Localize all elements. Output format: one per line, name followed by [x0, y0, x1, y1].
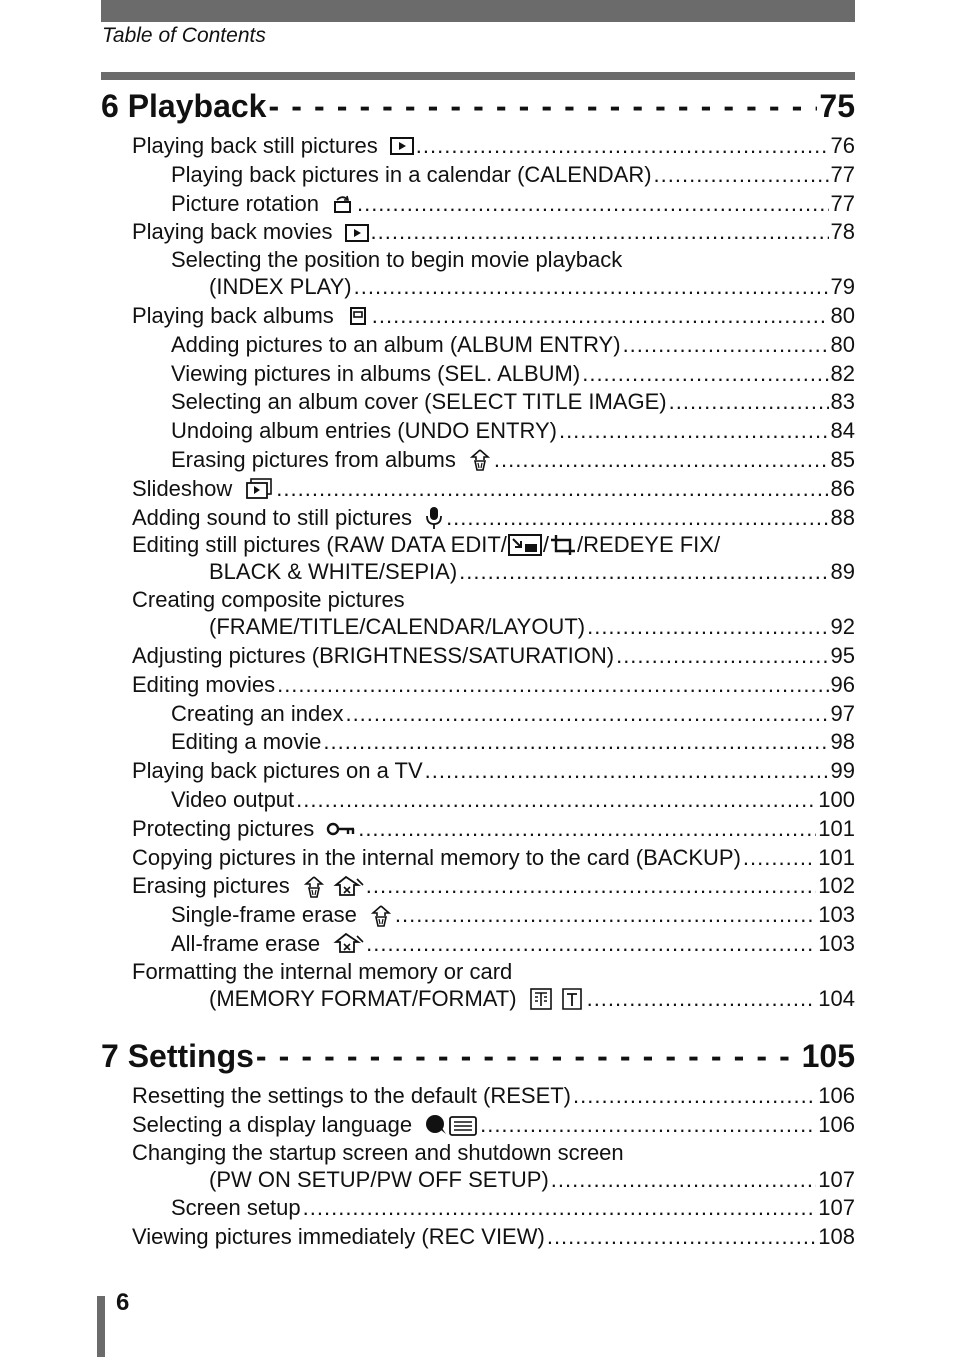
- toc-entry[interactable]: [101, 331, 855, 360]
- toc-entry[interactable]: [101, 1194, 855, 1223]
- entry-text: [209, 613, 585, 642]
- dot-leader: [654, 161, 829, 190]
- toc-entry[interactable]: [101, 1082, 855, 1111]
- entry-page: 100: [818, 786, 855, 812]
- dot-leader: [669, 388, 829, 417]
- raw-edit-icon: [508, 534, 542, 556]
- entry-page: 76: [830, 133, 855, 158]
- entry-text: [132, 844, 741, 873]
- dash-leader: [268, 88, 817, 125]
- dot-leader: [323, 728, 828, 757]
- dot-leader: [425, 757, 829, 786]
- toc-entry[interactable]: [101, 700, 855, 729]
- entry-page: 84: [830, 418, 855, 444]
- entry-label: Adjusting pictures (BRIGHTNESS/SATURATION): [132, 642, 615, 668]
- rotate-icon: [331, 194, 355, 214]
- dot-leader: [551, 1166, 817, 1195]
- entry-text: [132, 1140, 624, 1166]
- entry-text: [132, 1111, 478, 1140]
- toc-entry[interactable]: [101, 642, 855, 671]
- entry-label: Undoing album entries (UNDO ENTRY): [171, 418, 557, 444]
- toc-entry[interactable]: [101, 930, 855, 959]
- entry-text: [132, 475, 274, 504]
- entry-label: (FRAME/TITLE/CALENDAR/LAYOUT): [209, 614, 586, 640]
- toc-entry[interactable]: [101, 959, 855, 985]
- dash-leader: [256, 1038, 800, 1075]
- entry-label: Picture rotation: [171, 190, 319, 216]
- entry-label: Playing back pictures on a TV: [132, 758, 423, 784]
- dot-leader: [371, 218, 829, 247]
- dot-leader: [303, 1194, 817, 1223]
- entry-text: [132, 218, 369, 247]
- entry-text: [132, 1082, 571, 1111]
- entry-page: 96: [830, 671, 855, 697]
- toc-entry[interactable]: [101, 587, 855, 613]
- section-title: 7 Settings: [101, 1038, 254, 1074]
- dot-leader: [623, 331, 829, 360]
- entry-text: [171, 1194, 301, 1223]
- entry-label: Playing back movies: [132, 219, 333, 245]
- entry-label: Selecting the position to begin movie playback: [171, 247, 623, 273]
- entry-label: Protecting pictures: [132, 815, 315, 841]
- running-header: Table of Contents: [102, 24, 266, 47]
- erase-icon: [468, 448, 492, 472]
- entry-page: 103: [818, 902, 855, 928]
- toc-entry[interactable]: [101, 360, 855, 389]
- section-page: 105: [801, 1038, 855, 1074]
- section-heading[interactable]: [101, 88, 855, 128]
- entry-label: Screen setup: [171, 1195, 301, 1221]
- dot-leader: [480, 1111, 816, 1140]
- entry-page: 92: [830, 614, 855, 640]
- play-icon: [345, 223, 369, 243]
- page-number: 6: [116, 1289, 130, 1316]
- entry-text: [171, 728, 321, 757]
- entry-label: Copying pictures in the internal memory to the card (BACKUP): [132, 844, 741, 870]
- entry-text: [171, 331, 621, 360]
- dot-leader: [743, 844, 816, 873]
- toc-entry[interactable]: [101, 218, 855, 247]
- entry-label: Single-frame erase: [171, 902, 357, 928]
- entry-text: [132, 872, 364, 901]
- entry-text: [171, 700, 343, 729]
- erase-icon: [369, 904, 393, 928]
- entry-text: [209, 1166, 549, 1195]
- entry-text: [171, 247, 622, 273]
- entry-label-cont: /REDEYE FIX/: [577, 532, 721, 558]
- entry-text: [132, 671, 275, 700]
- dot-leader: [276, 475, 828, 504]
- toc-entry[interactable]: [101, 161, 855, 190]
- dot-leader: [494, 446, 829, 475]
- entry-list: [101, 1082, 855, 1252]
- entry-label: Adding pictures to an album (ALBUM ENTRY): [171, 331, 621, 357]
- entry-page: 103: [818, 930, 855, 956]
- toc-entry[interactable]: [101, 1140, 855, 1166]
- dot-leader: [587, 613, 828, 642]
- entry-text: [171, 930, 364, 959]
- toc-entry[interactable]: [101, 757, 855, 786]
- footer-bar: [97, 1296, 105, 1357]
- section-heading[interactable]: [101, 1038, 855, 1078]
- entry-page: 80: [830, 331, 855, 357]
- entry-label: Resetting the settings to the default (RESET): [132, 1083, 572, 1108]
- toc-entry[interactable]: [101, 1111, 855, 1140]
- entry-text: [132, 959, 512, 985]
- section-page: 75: [819, 88, 855, 124]
- toc-entry[interactable]: [101, 671, 855, 700]
- entry-page: 108: [818, 1224, 855, 1250]
- dot-leader: [354, 273, 829, 302]
- format-icon: [529, 987, 585, 1011]
- entry-page: 102: [818, 873, 855, 899]
- entry-text: [209, 558, 457, 587]
- toc-entry[interactable]: [101, 475, 855, 504]
- entry-text: [132, 132, 414, 161]
- entry-page: 83: [830, 389, 855, 415]
- entry-text: [132, 815, 356, 844]
- entry-label: Slideshow: [132, 475, 233, 501]
- entry-page: 95: [830, 642, 855, 668]
- entry-page: 78: [830, 219, 855, 245]
- entry-label: (PW ON SETUP/PW OFF SETUP): [209, 1166, 549, 1192]
- entry-text: [209, 273, 352, 302]
- entry-page: 104: [818, 985, 855, 1011]
- dot-leader: [616, 642, 828, 671]
- dot-leader: [573, 1082, 816, 1111]
- toc-entry[interactable]: [101, 132, 855, 161]
- entry-label: Selecting an album cover (SELECT TITLE IMAGE): [171, 389, 667, 415]
- entry-text: [171, 446, 492, 475]
- toc-entry[interactable]: [101, 302, 855, 331]
- microphone-icon: [424, 506, 444, 530]
- section-playback: [101, 88, 855, 1014]
- entry-label: Video output: [171, 786, 295, 812]
- entry-page: 77: [830, 190, 855, 216]
- entry-page: 82: [830, 360, 855, 386]
- toc-entry[interactable]: [101, 504, 855, 533]
- entry-page: 80: [830, 302, 855, 328]
- entry-page: 77: [830, 161, 855, 187]
- entry-text: [171, 901, 393, 930]
- entry-list: [101, 132, 855, 1014]
- entry-label: Formatting the internal memory or card: [132, 958, 513, 984]
- toc-entry[interactable]: [101, 190, 855, 219]
- entry-label: Creating an index: [171, 700, 344, 726]
- entry-text: [171, 360, 580, 389]
- toc-entry[interactable]: [101, 786, 855, 815]
- dot-leader: [459, 558, 828, 587]
- entry-page: 107: [818, 1195, 855, 1221]
- toc-entry[interactable]: [101, 613, 855, 642]
- entry-text: [132, 587, 405, 613]
- entry-text: [171, 417, 557, 446]
- dot-leader: [372, 302, 829, 331]
- toc-entry[interactable]: [101, 273, 855, 302]
- entry-page: 98: [830, 729, 855, 755]
- dot-leader: [587, 985, 817, 1014]
- entry-page: 97: [830, 700, 855, 726]
- entry-label: Playing back still pictures: [132, 133, 378, 158]
- slideshow-icon: [244, 478, 274, 500]
- entry-label: Erasing pictures from albums: [171, 446, 456, 472]
- dot-leader: [296, 786, 816, 815]
- entry-text: [132, 532, 720, 558]
- entry-text: [132, 1223, 545, 1252]
- dot-leader: [366, 872, 817, 901]
- dot-leader: [358, 815, 816, 844]
- erase-multi-icon: [332, 875, 364, 899]
- key-icon: [326, 819, 356, 839]
- entry-label: Erasing pictures: [132, 873, 290, 899]
- entry-text: [132, 504, 444, 533]
- entry-text: [171, 161, 652, 190]
- album-icon: [346, 306, 370, 326]
- dot-leader: [446, 504, 828, 533]
- entry-label: BLACK & WHITE/SEPIA): [209, 559, 458, 585]
- toc-entry[interactable]: [101, 558, 855, 587]
- entry-label: Changing the startup screen and shutdown screen: [132, 1139, 624, 1165]
- toc-entry[interactable]: [101, 1223, 855, 1252]
- language-icon: [424, 1112, 478, 1138]
- entry-page: 79: [830, 274, 855, 300]
- entry-label: Creating composite pictures: [132, 587, 405, 613]
- entry-label: Editing still pictures (RAW DATA EDIT/: [132, 532, 507, 558]
- dot-leader: [395, 901, 816, 930]
- entry-label: All-frame erase: [171, 930, 321, 956]
- separator: /: [542, 532, 550, 558]
- toc-entry[interactable]: [101, 1166, 855, 1195]
- entry-page: 85: [830, 446, 855, 472]
- dot-leader: [345, 700, 828, 729]
- dot-leader: [547, 1223, 816, 1252]
- entry-text: [171, 190, 355, 219]
- toc-entry[interactable]: [101, 901, 855, 930]
- entry-page: 99: [830, 758, 855, 784]
- entry-label: Selecting a display language: [132, 1111, 413, 1137]
- dot-leader: [277, 671, 828, 700]
- section-settings: [101, 1038, 855, 1252]
- entry-page: 101: [818, 844, 855, 870]
- entry-label: Playing back albums: [132, 302, 334, 328]
- dot-leader: [357, 190, 829, 219]
- toc-entry[interactable]: [101, 872, 855, 901]
- entry-text: [132, 757, 423, 786]
- toc-entry[interactable]: [101, 844, 855, 873]
- top-bar: [101, 0, 855, 22]
- section-title: 6 Playback: [101, 88, 267, 124]
- erase-multi-icon: [332, 932, 364, 956]
- entry-label: Adding sound to still pictures: [132, 504, 413, 530]
- toc-entry[interactable]: [101, 728, 855, 757]
- entry-page: 107: [818, 1166, 855, 1192]
- entry-label: Editing movies: [132, 671, 276, 697]
- entry-label: Playing back pictures in a calendar (CALENDAR): [171, 161, 652, 187]
- toc-entry[interactable]: [101, 532, 855, 558]
- toc-entry[interactable]: [101, 388, 855, 417]
- erase-icon: [302, 875, 326, 899]
- entry-text: [171, 786, 294, 815]
- entry-label: Viewing pictures immediately (REC VIEW): [132, 1224, 545, 1250]
- toc-entry[interactable]: [101, 417, 855, 446]
- entry-label: Viewing pictures in albums (SEL. ALBUM): [171, 360, 581, 386]
- header-rule: [101, 72, 855, 80]
- entry-text: [132, 302, 370, 331]
- toc-entry[interactable]: [101, 247, 855, 273]
- toc-entry[interactable]: [101, 446, 855, 475]
- entry-text: [132, 642, 614, 671]
- entry-page: 88: [830, 504, 855, 530]
- entry-page: 86: [830, 475, 855, 501]
- entry-label: Editing a movie: [171, 729, 322, 755]
- dot-leader: [559, 417, 829, 446]
- entry-label: (MEMORY FORMAT/FORMAT): [209, 985, 517, 1011]
- entry-page: 106: [818, 1111, 855, 1137]
- play-icon: [390, 136, 414, 156]
- entry-text: [171, 388, 667, 417]
- dot-leader: [366, 930, 816, 959]
- toc-entry[interactable]: [101, 815, 855, 844]
- entry-page: 101: [818, 815, 855, 841]
- toc-entry[interactable]: [101, 985, 855, 1014]
- dot-leader: [416, 132, 829, 161]
- entry-page: 106: [818, 1083, 855, 1108]
- entry-text: [209, 985, 585, 1014]
- crop-icon: [550, 534, 576, 556]
- entry-label: (INDEX PLAY): [209, 274, 352, 300]
- dot-leader: [582, 360, 828, 389]
- entry-page: 89: [830, 559, 855, 585]
